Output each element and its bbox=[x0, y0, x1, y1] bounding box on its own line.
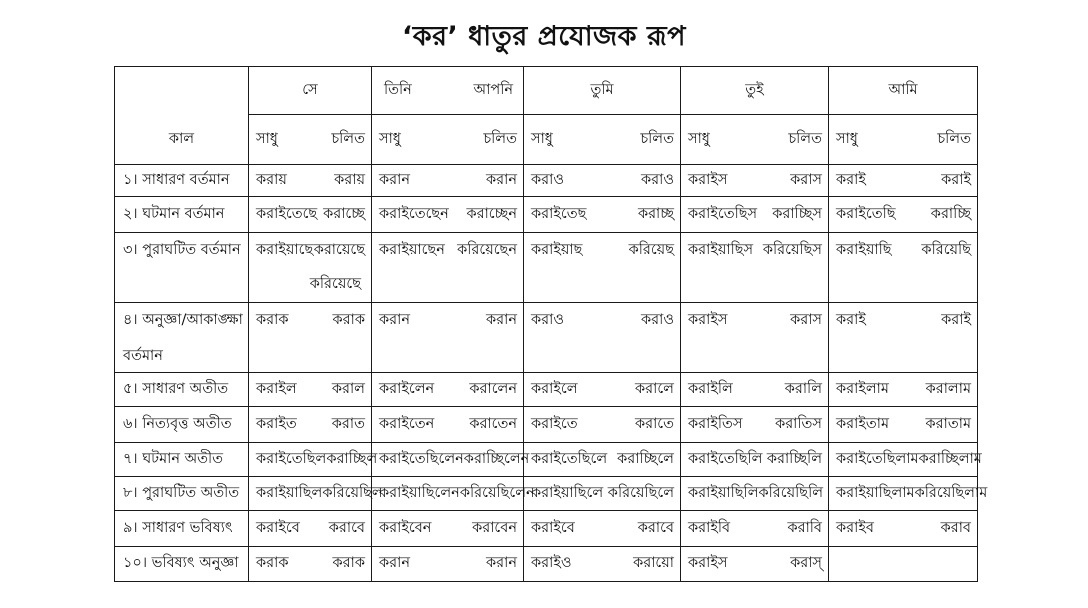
cholito-form: করিয়েছ bbox=[628, 242, 674, 258]
table-cell bbox=[829, 373, 978, 407]
cholito-form: করিয়েছিস bbox=[762, 242, 822, 258]
cholito-form: করাবে bbox=[328, 519, 365, 536]
cholito-form: করাচ্ছ bbox=[637, 205, 674, 222]
table-row bbox=[115, 407, 978, 443]
table-cell bbox=[524, 511, 681, 547]
person-header-tui bbox=[681, 67, 829, 115]
cholito-form: করাতাম bbox=[925, 415, 971, 432]
table-cell bbox=[681, 511, 829, 547]
sadhu-form: করাইস bbox=[688, 555, 728, 571]
sadhu-form: করাইতেছিলাম bbox=[836, 450, 919, 467]
cholito-form: করাতেন bbox=[469, 415, 517, 432]
sadhu-form: করাইবেন bbox=[379, 519, 432, 536]
table-row bbox=[115, 197, 978, 233]
cholito-form: করালি bbox=[784, 380, 822, 397]
cholito-form: করিয়েছিলেন bbox=[459, 484, 535, 501]
person-label: তিনি bbox=[384, 81, 412, 98]
sadhu-form: করাইয়াছিলেন bbox=[379, 484, 460, 501]
sadhu-form: করাইয়াছিস bbox=[688, 242, 754, 258]
sadhu-form: করাইয়াছেন bbox=[379, 242, 445, 258]
table-cell bbox=[372, 197, 524, 233]
table-cell bbox=[249, 233, 372, 303]
table-cell bbox=[372, 303, 524, 373]
table-row bbox=[115, 547, 978, 582]
tense-label: ৫। সাধারণ অতীত bbox=[115, 373, 249, 407]
table-cell bbox=[249, 303, 372, 373]
cholito-form: করায়েছে bbox=[313, 242, 365, 258]
table-cell bbox=[829, 165, 978, 197]
cholito-form: করাচ্ছিল bbox=[326, 450, 378, 467]
table-cell bbox=[829, 197, 978, 233]
table-row bbox=[115, 303, 978, 373]
cholito-form: করাই bbox=[941, 312, 971, 328]
person-label: সে bbox=[302, 81, 318, 98]
person-label: তুমি bbox=[590, 81, 614, 98]
sadhu-form: করাইতেছিলি bbox=[688, 450, 763, 467]
table-cell bbox=[249, 373, 372, 407]
cholito-label: চলিত bbox=[937, 130, 971, 147]
person-header-ami bbox=[829, 67, 978, 115]
cholito-form: করিয়েছিল bbox=[322, 484, 383, 501]
header-row-persons bbox=[115, 67, 978, 115]
cholito-form: করাচ্ছিলি bbox=[766, 450, 822, 467]
sadhu-form: করাইয়াছিলাম bbox=[836, 484, 915, 501]
table-cell bbox=[829, 511, 978, 547]
cholito-form: করাতে bbox=[634, 415, 674, 432]
tense-label bbox=[115, 303, 249, 373]
cholito-form: করান bbox=[486, 171, 517, 188]
conjugation-table bbox=[114, 66, 988, 582]
style-header bbox=[681, 115, 829, 165]
cholito-form: করাচ্ছিলেন bbox=[463, 450, 530, 467]
table-cell bbox=[372, 547, 524, 582]
cholito-label: চলিত bbox=[640, 130, 674, 147]
table-cell bbox=[681, 443, 829, 477]
sadhu-label: সাধু bbox=[531, 130, 553, 147]
tense-label-text: ৩। পুরাঘটিত বর্তমান bbox=[123, 242, 241, 258]
person-header-se bbox=[249, 67, 372, 115]
table-cell bbox=[829, 443, 982, 477]
cholito-form: করাস bbox=[790, 171, 822, 188]
cholito-form: করালাম bbox=[925, 380, 971, 397]
sadhu-form: করাক bbox=[256, 312, 289, 328]
cholito-form: করাবেন bbox=[472, 519, 517, 536]
style-header bbox=[829, 115, 978, 165]
table-cell bbox=[681, 233, 829, 303]
tense-label: ৮। পুরাঘটিত অতীত bbox=[115, 477, 249, 511]
cholito-form: করাব bbox=[940, 519, 971, 536]
cholito-form: করাই bbox=[941, 171, 971, 188]
cholito-form: করিয়েছিলি bbox=[758, 484, 824, 501]
sadhu-form: করাও bbox=[531, 312, 564, 328]
table-cell bbox=[524, 373, 681, 407]
cholito-label: চলিত bbox=[788, 130, 822, 147]
cholito-form: করাক bbox=[332, 555, 365, 571]
cholito-form: করাও bbox=[641, 171, 674, 188]
sadhu-form: করান bbox=[379, 555, 410, 571]
sadhu-form: করাইবে bbox=[256, 519, 300, 536]
table-cell bbox=[829, 407, 978, 443]
table-cell bbox=[372, 373, 524, 407]
sadhu-form: করাই bbox=[836, 312, 866, 328]
table-cell bbox=[681, 477, 829, 511]
table-cell bbox=[372, 511, 524, 547]
sadhu-form: করাইতে bbox=[531, 415, 578, 432]
sadhu-form: করাইয়াছিল bbox=[256, 484, 323, 501]
sadhu-label: সাধু bbox=[836, 130, 858, 147]
cholito-form: করাচ্ছিলে bbox=[617, 450, 674, 467]
table-cell bbox=[372, 165, 524, 197]
sadhu-form: করাইতেছ bbox=[531, 205, 587, 222]
cholito-form: করাত bbox=[331, 415, 365, 432]
table-cell bbox=[249, 407, 372, 443]
cholito-form: করায় bbox=[334, 171, 365, 188]
table-cell bbox=[372, 233, 524, 303]
sadhu-form: করাইতেছিলে bbox=[531, 450, 608, 467]
sadhu-form: করাই bbox=[836, 171, 866, 188]
tense-label: ৬। নিত্যবৃত্ত অতীত bbox=[115, 407, 249, 443]
table-cell bbox=[524, 477, 681, 511]
cholito-form: করাবি bbox=[787, 519, 822, 536]
sadhu-form: করাইল bbox=[256, 380, 297, 397]
sadhu-form: করাইয়াছি bbox=[836, 242, 892, 258]
sadhu-form: করাইতিস bbox=[688, 415, 743, 432]
sadhu-form: করাইলি bbox=[688, 380, 733, 397]
cholito-form: করিয়েছিলাম bbox=[914, 484, 988, 501]
sadhu-label: সাধু bbox=[256, 130, 278, 147]
table-cell bbox=[681, 197, 829, 233]
cholito-form: করান bbox=[486, 312, 517, 328]
page-title: ‘কর’ ধাতুর প্রযোজক রূপ bbox=[402, 21, 686, 52]
cholito-label: চলিত bbox=[331, 130, 365, 147]
table-cell bbox=[524, 233, 681, 303]
table-cell bbox=[524, 443, 681, 477]
sadhu-form: করাইলে bbox=[531, 380, 578, 397]
person-label: আপনি bbox=[473, 81, 513, 98]
table-cell bbox=[249, 477, 383, 511]
sadhu-form-continued: করিয়েছে bbox=[309, 276, 361, 292]
style-header bbox=[524, 115, 681, 165]
tense-label: ২। ঘটমান বর্তমান bbox=[115, 197, 249, 233]
cholito-form: করাস bbox=[790, 312, 822, 328]
table-cell bbox=[524, 165, 681, 197]
cholito-form: করাস্ bbox=[790, 555, 822, 571]
table-cell bbox=[829, 303, 978, 373]
tense-label: ১০। ভবিষ্যৎ অনুজ্ঞা bbox=[115, 547, 249, 582]
table-row bbox=[115, 477, 978, 511]
table-cell bbox=[524, 197, 681, 233]
sadhu-form: করাক bbox=[256, 555, 289, 571]
tense-label-line1: ৪। অনুজ্ঞা/আকাঙ্ক্ষা bbox=[123, 312, 243, 328]
cholito-form: করাও bbox=[641, 312, 674, 328]
table-row bbox=[115, 443, 978, 477]
kal-header bbox=[115, 67, 249, 165]
cholito-form: করাচ্ছেন bbox=[466, 205, 517, 222]
sadhu-form: করাইস bbox=[688, 312, 728, 328]
table-cell bbox=[681, 407, 829, 443]
table-row bbox=[115, 165, 978, 197]
sadhu-form: করাইয়াছিলে bbox=[531, 484, 604, 501]
cholito-form: করায়ো bbox=[633, 555, 674, 571]
sadhu-form: করাইস bbox=[688, 171, 728, 188]
style-header bbox=[372, 115, 524, 165]
cholito-form: করাচ্ছিলাম bbox=[918, 450, 982, 467]
table-cell bbox=[249, 165, 372, 197]
cholito-form: করালেন bbox=[469, 380, 517, 397]
style-header bbox=[249, 115, 372, 165]
cholito-form: করাচ্ছি bbox=[930, 205, 971, 222]
cholito-form: করালে bbox=[635, 380, 674, 397]
cholito-form: করাতিস bbox=[775, 415, 822, 432]
sadhu-form: করাইবে bbox=[531, 519, 575, 536]
sadhu-form: করাইয়াছিলি bbox=[688, 484, 759, 501]
sadhu-form: করাইতেছিলেন bbox=[379, 450, 464, 467]
table-cell bbox=[524, 303, 681, 373]
cholito-form: করাচ্ছে bbox=[323, 205, 365, 222]
cholito-label: চলিত bbox=[483, 130, 517, 147]
tense-label bbox=[115, 233, 249, 303]
sadhu-form: করাইয়াছ bbox=[531, 242, 583, 258]
tense-label: ৯। সাধারণ ভবিষ্যৎ bbox=[115, 511, 249, 547]
tense-label: ১। সাধারণ বর্তমান bbox=[115, 165, 249, 197]
table-cell bbox=[372, 477, 535, 511]
cholito-form: করিয়েছেন bbox=[457, 242, 517, 258]
sadhu-form: করাইতেন bbox=[379, 415, 435, 432]
table-cell bbox=[249, 511, 372, 547]
sadhu-form: করাইয়াছে bbox=[256, 242, 314, 258]
tense-label-line2: বর্তমান bbox=[123, 348, 163, 364]
sadhu-form: করাইতেছেন bbox=[379, 205, 449, 222]
table-row bbox=[115, 373, 978, 407]
table-cell-empty bbox=[829, 547, 978, 582]
sadhu-form: করাইতেছি bbox=[836, 205, 896, 222]
sadhu-form: করায় bbox=[256, 171, 287, 188]
table-cell bbox=[524, 407, 681, 443]
table-cell bbox=[524, 547, 681, 582]
sadhu-form: করাও bbox=[531, 171, 564, 188]
sadhu-form: করাইতেছিস bbox=[688, 205, 758, 222]
cholito-form: করাচ্ছিস bbox=[772, 205, 822, 222]
cholito-form: করাবে bbox=[637, 519, 674, 536]
sadhu-form: করাইত bbox=[256, 415, 297, 432]
table-cell bbox=[681, 547, 829, 582]
table-cell bbox=[249, 197, 372, 233]
cholito-form: করাল bbox=[331, 380, 365, 397]
table-cell bbox=[829, 233, 978, 303]
table-cell bbox=[372, 443, 530, 477]
table-cell bbox=[249, 443, 378, 477]
table-row bbox=[115, 233, 978, 303]
table-cell bbox=[829, 477, 988, 511]
tense-label: ৭। ঘটমান অতীত bbox=[115, 443, 249, 477]
person-label: তুই bbox=[745, 81, 764, 98]
sadhu-form: করাইতেছে bbox=[256, 205, 318, 222]
person-header-tini-apni bbox=[372, 67, 524, 115]
sadhu-form: করাইতেছিল bbox=[256, 450, 327, 467]
table-cell bbox=[372, 407, 524, 443]
sadhu-form: করাইলেন bbox=[379, 380, 435, 397]
table-cell bbox=[681, 303, 829, 373]
person-label: আমি bbox=[888, 81, 918, 98]
sadhu-form: করাইতাম bbox=[836, 415, 890, 432]
cholito-form: করিয়েছি bbox=[921, 242, 971, 258]
sadhu-form: করান bbox=[379, 312, 410, 328]
table-cell bbox=[681, 373, 829, 407]
sadhu-form: করান bbox=[379, 171, 410, 188]
table-cell bbox=[249, 547, 372, 582]
kal-header-label: কাল bbox=[168, 131, 195, 147]
table-row bbox=[115, 511, 978, 547]
cholito-form: করিয়েছিলে bbox=[607, 484, 674, 501]
sadhu-label: সাধু bbox=[688, 130, 710, 147]
sadhu-form: করাইলাম bbox=[836, 380, 889, 397]
cholito-form: করান bbox=[486, 555, 517, 571]
table-cell bbox=[681, 165, 829, 197]
sadhu-form: করাইবি bbox=[688, 519, 731, 536]
sadhu-form: করাইব bbox=[836, 519, 874, 536]
sadhu-form: করাইও bbox=[531, 555, 572, 571]
cholito-form: করাক bbox=[332, 312, 365, 328]
person-header-tumi bbox=[524, 67, 681, 115]
sadhu-label: সাধু bbox=[379, 130, 401, 147]
